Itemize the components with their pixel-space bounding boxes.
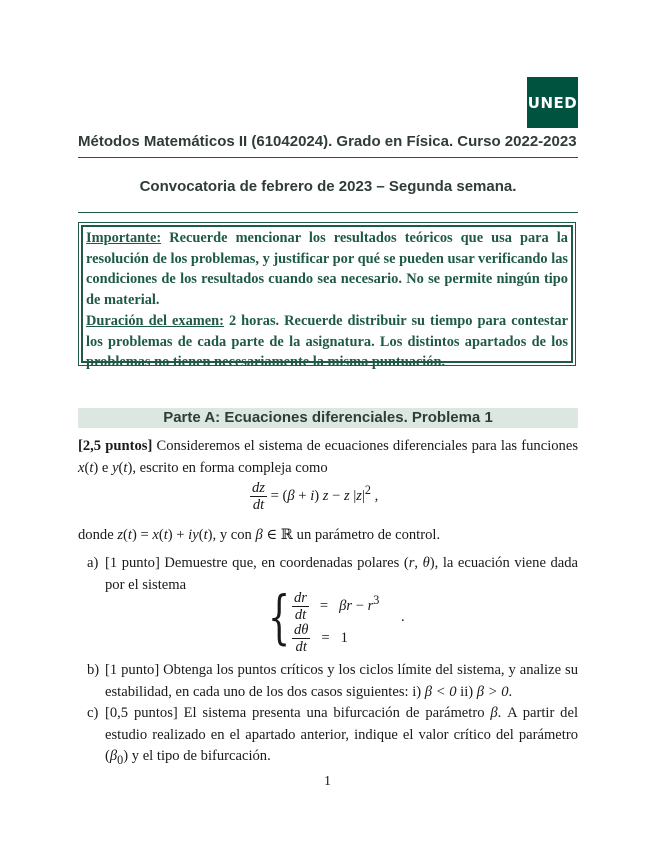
intro-text-a: Consideremos el sistema de ecuaciones diferenciales para las funciones bbox=[152, 438, 579, 454]
intro-text-b: , escrito en forma compleja como bbox=[132, 459, 328, 476]
item-a-label: a) bbox=[87, 555, 99, 571]
item-a-text-a: [1 punto] Demuestre que, en coordenadas polares bbox=[105, 555, 404, 571]
item-b-label: b) bbox=[87, 662, 100, 678]
item-b-case2: β > 0 bbox=[476, 683, 509, 700]
course-title: Métodos Matemáticos II (61042024). Grado en Física. Curso 2022-2023 bbox=[78, 133, 577, 150]
notice-box bbox=[81, 225, 573, 371]
importante-text: Recuerde mencionar los resultados teóricos que usa para la resolución de los problemas, y justificar por qué se pueden usar verificando las condiciones de los resultados cuando sea necesario. No se permite ningún tipo de material. bbox=[86, 230, 568, 309]
header-rule-bottom bbox=[78, 212, 578, 213]
item-b-text: [1 punto] Obtenga los puntos críticos y los ciclos límite del sistema, y analize su estabilidad, en cada uno de los dos casos siguientes: i) bbox=[105, 662, 578, 700]
where-text-a: donde bbox=[78, 527, 118, 543]
system-period: . bbox=[401, 609, 405, 625]
duracion-text: 2 horas. Recuerde distribuir su tiempo para contestar los problemas de cada parte de la asignatura. Los distintos apartados de los problemas no tienen necesariamente la misma puntuación. bbox=[86, 312, 568, 371]
item-b bbox=[78, 660, 578, 703]
item-c-text-c: y el tipo de bifurcación. bbox=[128, 748, 271, 764]
importante-label: Importante: bbox=[86, 230, 162, 246]
polar-eq-r: $\frac{dr}{dt}$ = $\beta r - r^3$ bbox=[294, 590, 380, 623]
item-c-label: c) bbox=[87, 705, 99, 721]
uned-logo: UNED bbox=[527, 77, 578, 128]
item-b-case1: β < 0 bbox=[424, 683, 457, 700]
system-brace: { bbox=[268, 583, 291, 651]
item-b-end: . bbox=[508, 683, 513, 700]
item-c-text-b: . A partir del estudio realizado en el apartado anterior, indique el valor crítico del parámetro bbox=[105, 705, 579, 743]
item-a-text-b: , la ecuación viene dada por el sistema bbox=[105, 555, 579, 593]
page-number: 1 bbox=[324, 774, 331, 789]
section-heading: Parte A: Ecuaciones diferenciales. Problema 1 bbox=[78, 408, 578, 428]
exam-session: Convocatoria de febrero de 2023 – Segunda semana. bbox=[139, 178, 517, 195]
item-c: c) [0,5 puntos] El sistema presenta una bifurcación de parámetro β. A partir del estudio realizado en el apartado anterior, indique el valor crítico del parámetro $(\beta_0)$ y el tipo de bifurcación. bbox=[87, 705, 579, 767]
item-a: a) [1 punto] Demuestre que, en coordenadas polares (r, θ), la ecuación viene dada por el sistema bbox=[87, 555, 579, 593]
problem-where: donde z(t) = x(t) + iy(t), y con β ∈ ℝ un parámetro de control. bbox=[78, 527, 441, 543]
item-b-sep: ii) bbox=[456, 683, 477, 700]
where-text-c: un parámetro de control. bbox=[293, 527, 441, 543]
header-rule-top bbox=[78, 157, 578, 158]
problem-points: [2,5 puntos] bbox=[78, 438, 153, 454]
problem-intro: [2,5 puntos] Consideremos el sistema de ecuaciones diferenciales para las funciones x(t) e y(t), escrito en forma compleja como bbox=[78, 438, 579, 476]
complex-equation: $\frac{dz}{dt}$ = (β + i) z − z $|z|^2$ , bbox=[252, 480, 379, 513]
polar-eq-theta: $\frac{d\theta}{dt}$ = 1 bbox=[294, 622, 348, 655]
duracion-label: Duración del examen: bbox=[86, 312, 224, 329]
item-c-text-a: [0,5 puntos] El sistema presenta una bifurcación de parámetro bbox=[105, 705, 491, 721]
where-text-b: , y con bbox=[212, 527, 256, 543]
